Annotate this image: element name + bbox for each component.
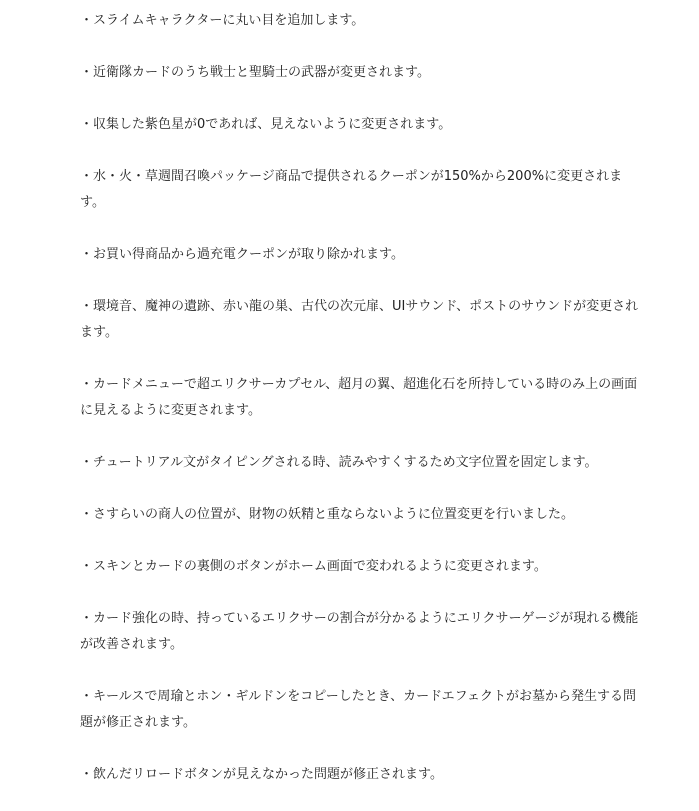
patch-note-item: ・キールスで周瑜とホン・ギルドンをコピーしたとき、カードエフェクトがお墓から発生する問題が修正されます。 [80, 689, 637, 730]
patch-note-item: ・水・火・草週間召喚パッケージ商品で提供されるクーポンが150%から200%に変更されます。 [80, 169, 623, 210]
patch-note-item: ・お買い得商品から過充電クーポンが取り除かれます。 [80, 247, 404, 262]
patch-note-item: ・近衛隊カードのうち戦士と聖騎士の武器が変更されます。 [80, 65, 430, 80]
patch-note-item: ・スキンとカードの裏側のボタンがホーム画面で変われるように変更されます。 [80, 559, 547, 574]
patch-note-item: ・環境音、魔神の遺跡、赤い龍の巣、古代の次元扉、UIサウンド、ポストのサウンドが変更されます。 [80, 299, 639, 340]
patch-note-item: ・飲んだリロードボタンが見えなかった問題が修正されます。 [80, 767, 443, 782]
patch-note-item: ・収集した紫色星が0であれば、見えないように変更されます。 [80, 117, 452, 132]
patch-note-item: ・カードメニューで超エリクサーカプセル、超月の翼、超進化石を所持している時のみ上の画面に見えるように変更されます。 [80, 377, 638, 418]
patch-note-item: ・チュートリアル文がタイピングされる時、読みやすくするため文字位置を固定します。 [80, 455, 598, 470]
patch-note-item: ・スライムキャラクターに丸い目を追加します。 [80, 13, 365, 28]
patch-note-item: ・カード強化の時、持っているエリクサーの割合が分かるようにエリクサーゲージが現れる機能が改善されます。 [80, 611, 639, 652]
patch-notes-list [80, 8, 640, 788]
patch-note-item: ・さすらいの商人の位置が、財物の妖精と重ならないように位置変更を行いました。 [80, 507, 575, 522]
